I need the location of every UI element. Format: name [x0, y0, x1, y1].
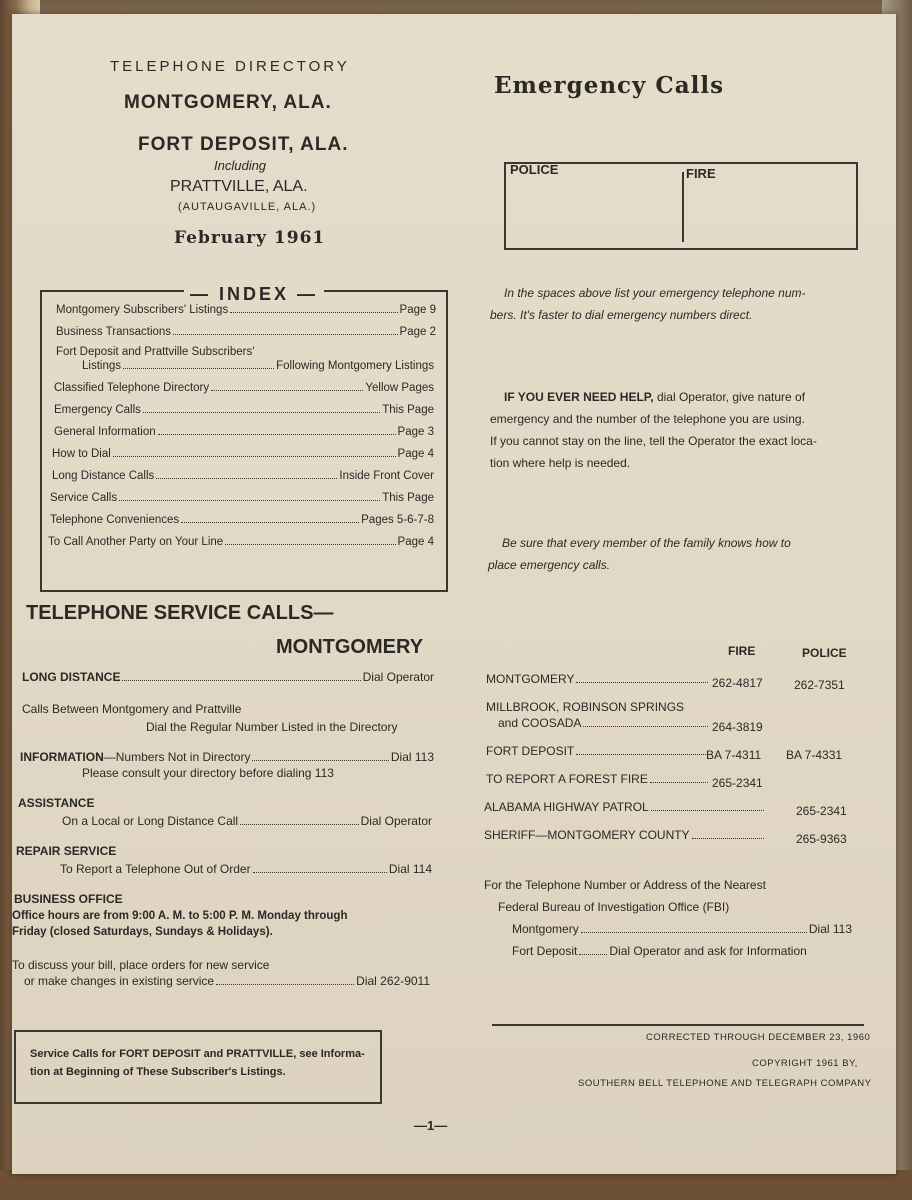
- copyright: COPYRIGHT 1961 BY,: [752, 1058, 858, 1069]
- fbi-fort-deposit-row: [512, 944, 852, 958]
- family-line1: Be sure that every member of the family knows how to: [502, 536, 791, 550]
- index-title-text: INDEX: [219, 284, 290, 304]
- city-montgomery: MONTGOMERY, ALA.: [124, 92, 332, 113]
- directory-subtitle: TELEPHONE DIRECTORY: [110, 58, 350, 75]
- index-item: [56, 326, 436, 338]
- emergency-para1-line1: In the spaces above list your emergency telephone num-: [504, 286, 806, 300]
- help-line2: emergency and the number of the telephone you are using.: [490, 412, 805, 426]
- fire-label: FIRE: [686, 166, 716, 181]
- help-line1-text: dial Operator, give nature of: [656, 390, 806, 404]
- between-line2: Dial the Regular Number Listed in the Directory: [146, 720, 398, 734]
- emergency-para1-line2: bers. It's faster to dial emergency numbers direct.: [490, 308, 753, 322]
- fbi-montgomery-row: [512, 922, 852, 936]
- column-fire-header: FIRE: [728, 644, 756, 658]
- business-hours-line1: Office hours are from 9:00 A. M. to 5:00 P. M. Monday through: [12, 910, 348, 922]
- city-fort-deposit: FORT DEPOSIT, ALA.: [138, 134, 349, 155]
- directory-date: February 1961: [174, 228, 326, 248]
- assistance-label: On a Local or Long Distance Call: [62, 814, 239, 828]
- emergency-row-fire: 264-3819: [712, 720, 763, 734]
- emergency-row-name: MILLBROOK, ROBINSON SPRINGS: [486, 700, 685, 714]
- emergency-row-name: and COOSADA: [498, 716, 582, 730]
- index-item-label: Service Calls: [50, 492, 118, 504]
- emergency-row-police: 265-2341: [796, 804, 847, 818]
- help-line1: [504, 386, 805, 408]
- fbi-montgomery-label: Montgomery: [512, 922, 579, 936]
- index-item-label: Classified Telephone Directory: [54, 382, 210, 394]
- city-autaugaville: (AUTAUGAVILLE, ALA.): [178, 201, 317, 213]
- bill-value: Dial 262-9011: [356, 974, 430, 988]
- corrected-through: CORRECTED THROUGH DECEMBER 23, 1960: [646, 1032, 871, 1043]
- police-fire-divider: [682, 172, 684, 242]
- police-label: POLICE: [510, 162, 559, 177]
- directory-page: [12, 14, 896, 1174]
- index-item-label: Long Distance Calls: [52, 470, 155, 482]
- emergency-calls-title: Emergency Calls: [494, 72, 725, 99]
- repair-heading: REPAIR SERVICE: [16, 844, 117, 858]
- page-number: —1—: [414, 1118, 448, 1133]
- long-distance-label: LONG DISTANCE: [22, 670, 121, 684]
- emergency-row-fire: BA 7-4311: [706, 748, 762, 762]
- fbi-fort-deposit-value: Dial Operator and ask for Information: [609, 944, 807, 958]
- index-item: [50, 492, 434, 504]
- index-item: [52, 470, 434, 482]
- index-item-label: How to Dial: [52, 448, 111, 460]
- information-label-rest: —Numbers Not in Directory: [103, 750, 251, 764]
- index-item: [82, 360, 434, 372]
- index-item: [54, 404, 434, 416]
- index-item-page: This Page: [382, 404, 434, 416]
- emergency-row-fire: 265-2341: [712, 776, 763, 790]
- emergency-row-montgomery: [486, 672, 710, 686]
- information-label: INFORMATION: [20, 750, 104, 764]
- index-item-label: Business Transactions: [56, 326, 172, 338]
- service-calls-title: TELEPHONE SERVICE CALLS—: [26, 602, 334, 624]
- index-item-label: Emergency Calls: [54, 404, 141, 416]
- fbi-line2: Federal Bureau of Investigation Office (FBI): [498, 900, 730, 914]
- index-item: [54, 382, 434, 394]
- fbi-montgomery-value: Dial 113: [808, 922, 852, 936]
- information-note: Please consult your directory before dialing 113: [82, 766, 334, 780]
- emergency-row-fort-deposit: [486, 744, 710, 758]
- index-item-label: Listings: [82, 360, 121, 372]
- emergency-row-police: 262-7351: [794, 678, 845, 692]
- business-office-heading: BUSINESS OFFICE: [14, 892, 123, 906]
- service-note-line2: tion at Beginning of These Subscriber's Listings.: [30, 1066, 286, 1078]
- emergency-row-fire: 262-4817: [712, 676, 763, 690]
- emergency-row-name: TO REPORT A FOREST FIRE: [486, 772, 648, 786]
- repair-value: Dial 114: [388, 862, 432, 876]
- bill-line1: To discuss your bill, place orders for new service: [12, 958, 270, 972]
- emergency-row-name: SHERIFF—MONTGOMERY COUNTY: [484, 828, 690, 842]
- bill-row: [24, 974, 430, 988]
- emergency-row-sheriff: [484, 828, 766, 842]
- help-bold: IF YOU EVER NEED HELP,: [504, 390, 654, 404]
- information-value: Dial 113: [390, 750, 434, 764]
- index-item: [56, 304, 436, 316]
- index-item-page: Page 9: [399, 304, 436, 316]
- repair-row: [60, 862, 432, 876]
- emergency-row-name: FORT DEPOSIT: [486, 744, 575, 758]
- help-line3: If you cannot stay on the line, tell the Operator the exact loca-: [490, 434, 817, 448]
- service-calls-subtitle: MONTGOMERY: [276, 636, 424, 658]
- index-item: [54, 426, 434, 438]
- column-police-header: POLICE: [802, 646, 847, 660]
- emergency-row-millbrook: [498, 716, 710, 730]
- family-line2: place emergency calls.: [488, 558, 611, 572]
- assistance-row: [62, 814, 432, 828]
- emergency-row-police: 265-9363: [796, 832, 847, 846]
- company-name: SOUTHERN BELL TELEPHONE AND TELEGRAPH COMPANY: [578, 1078, 872, 1089]
- including-label: Including: [214, 158, 267, 173]
- repair-label: To Report a Telephone Out of Order: [60, 862, 251, 876]
- assistance-heading: ASSISTANCE: [18, 796, 95, 810]
- wood-background-bottom: [0, 1170, 912, 1200]
- index-item-label: Telephone Conveniences: [50, 514, 180, 526]
- long-distance-row: [22, 670, 434, 684]
- index-item-page: Following Montgomery Listings: [276, 360, 434, 372]
- assistance-value: Dial Operator: [360, 814, 432, 828]
- index-item-label: To Call Another Party on Your Line: [48, 536, 224, 548]
- emergency-row-forest-fire: [486, 772, 710, 786]
- index-item-page: Yellow Pages: [365, 382, 434, 394]
- emergency-row-name: MONTGOMERY: [486, 672, 575, 686]
- index-item-label: Fort Deposit and Prattville Subscribers': [56, 346, 255, 358]
- city-prattville: PRATTVILLE, ALA.: [170, 178, 308, 195]
- emergency-row-police: BA 7-4331: [786, 748, 843, 762]
- footer-rule: [492, 1024, 864, 1026]
- long-distance-value: Dial Operator: [362, 670, 434, 684]
- index-item-label: Montgomery Subscribers' Listings: [56, 304, 229, 316]
- index-item: [52, 448, 434, 460]
- index-item-page: Page 3: [397, 426, 434, 438]
- index-item-page: This Page: [382, 492, 434, 504]
- index-item: [50, 514, 434, 526]
- index-item-label: General Information: [54, 426, 156, 438]
- index-item-page: Page 2: [399, 326, 436, 338]
- index-item-page: Page 4: [397, 448, 434, 460]
- index-title: — INDEX —: [184, 284, 324, 305]
- information-row: [20, 750, 434, 764]
- emergency-row-highway-patrol: [484, 800, 766, 814]
- between-line1: Calls Between Montgomery and Prattville: [22, 702, 242, 716]
- index-item-page: Page 4: [397, 536, 434, 548]
- fbi-fort-deposit-label: Fort Deposit: [512, 944, 578, 958]
- business-hours-line2: Friday (closed Saturdays, Sundays & Holidays).: [12, 926, 273, 938]
- help-line4: tion where help is needed.: [490, 456, 631, 470]
- fbi-line1: For the Telephone Number or Address of the Nearest: [484, 878, 766, 892]
- index-item: [48, 536, 434, 548]
- emergency-row-name: ALABAMA HIGHWAY PATROL: [484, 800, 649, 814]
- bill-label: or make changes in existing service: [24, 974, 215, 988]
- service-note-line1: Service Calls for FORT DEPOSIT and PRATTVILLE, see Informa-: [30, 1048, 365, 1060]
- index-item-page: Inside Front Cover: [339, 470, 434, 482]
- index-item-page: Pages 5-6-7-8: [361, 514, 434, 526]
